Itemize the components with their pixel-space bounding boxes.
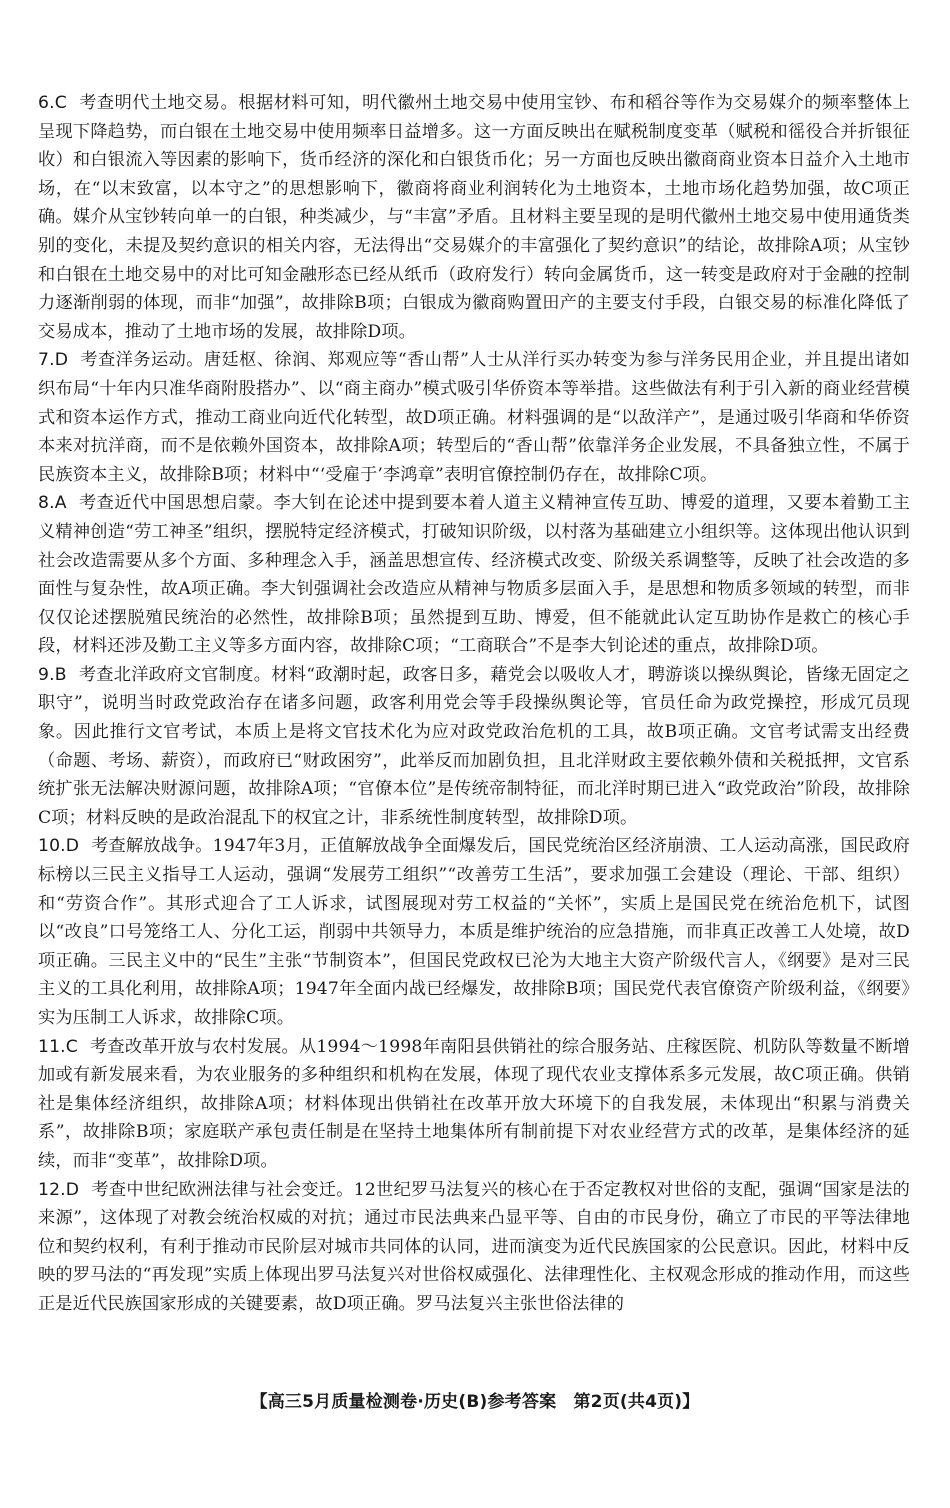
answer-letter: A: [54, 493, 67, 514]
answer-explanation: 考查改革开放与农村发展。从1994～1998年南阳县供销社的综合服务站、庄稼医院、机防队等数量不断增加或有新发展来看，为农业服务的多种组织和机构在发展，体现了现代农业支撑体系多元发展，故C项正确。供销社是集体经济组织，故排除A项；材料体现出供销社在改革开放大环境下的自我发展，未体现出“积累与消费关系”，故排除B项；家庭联产承包责任制是在坚持土地集体所有制前提下对农业经营方式的改革，是集体经济的延续，而非“变革”，故排除D项。: [38, 1036, 910, 1171]
answer-letter: D: [65, 1179, 80, 1200]
answer-item-10: [38, 832, 910, 1032]
answer-explanation: 考查解放战争。1947年3月，正值解放战争全面爆发后，国民党统治区经济崩溃、工人运动高涨，国民政府标榜以三民主义指导工人运动，强调“发展劳工组织”“改善劳工生活”，要求加强工会建设（理论、干部、组织）和“劳资合作”。其形式迎合了工人诉求，试图展现对劳工权益的“关怀”，实质上是国民党在统治危机下，试图以“改良”口号笼络工人、分化工运，削弱中共领导力，本质是维护统治的应急措施，而非真正改善工人处境，故D项正确。三民主义中的“民生”主张“节制资本”，但国民党政权已沦为大地主大资产阶级代言人，《纲要》是对三民主义的工具化利用，故排除A项；1947年全面内战已经爆发，故排除B项；国民党代表官僚资产阶级利益，《纲要》实为压制工人诉求，故排除C项。: [38, 836, 910, 1028]
answer-letter: C: [54, 93, 67, 113]
answer-explanation: 考查近代中国思想启蒙。李大钊在论述中提到要本着人道主义精神宣传互助、博爱的道理，又要本着勤工主义精神创造“劳工神圣”组织，摆脱特定经济模式，打破知识阶级，以村落为基础建立小组织等。这体现出他认识到社会改造需要从多个方面、多种理念入手，涵盖思想宣传、经济模式改变、阶级关系调整等，反映了社会改造的多面性与复杂性，故A项正确。李大钊强调社会改造应从精神与物质多层面入手，是思想和物质多领域的转型，而非仅仅论述摆脱殖民统治的必然性，故排除B项；虽然提到互助、博爱，但不能就此认定互助协作是救亡的核心手段，材料还涉及勤工主义等多方面内容，故排除C项；“工商联合”不是李大钊论述的重点，故排除D项。: [38, 493, 910, 657]
answer-number: 9.: [38, 664, 55, 685]
answer-number: 6.: [38, 93, 55, 113]
page-footer: 【高三5月质量检测卷·历史(B)参考答案 第2页(共4页)】: [250, 1392, 700, 1412]
answer-item-9: [38, 661, 910, 833]
answer-number: 11.: [38, 1036, 66, 1057]
answer-number: 10.: [38, 836, 66, 857]
answer-item-6: [38, 89, 910, 346]
answer-letter: C: [65, 1036, 78, 1057]
answer-explanation: 考查明代土地交易。根据材料可知，明代徽州土地交易中使用宝钞、布和稻谷等作为交易媒介的频率整体上呈现下降趋势，而白银在土地交易中使用频率日益增多。这一方面反映出在赋税制度变革（赋税和徭役合并折银征收）和白银流入等因素的影响下，货币经济的深化和白银货币化；另一方面也反映出徽商商业资本日益介入土地市场，在“以末致富，以本守之”的思想影响下，徽商将商业利润转化为土地资本，土地市场化趋势加强，故C项正确。媒介从宝钞转向单一的白银，种类减少，与“丰富”矛盾。且材料主要呈现的是明代徽州土地交易中使用通货类别的变化，未提及契约意识的相关内容，无法得出“交易媒介的丰富强化了契约意识”的结论，故排除A项；从宝钞和白银在土地交易中的对比可知金融形态已经从纸币（政府发行）转向金属货币，这一转变是政府对于金融的控制力逐渐削弱的体现，而非“加强”，故排除B项；白银成为徽商购置田产的主要支付手段，白银交易的标准化降低了交易成本，推动了土地市场的发展，故排除D项。: [38, 93, 910, 342]
answer-item-12: [38, 1176, 910, 1319]
answer-list: [38, 89, 910, 1319]
answer-item-8: [38, 489, 910, 661]
answer-letter: D: [54, 350, 69, 371]
answer-number: 7.: [38, 350, 55, 371]
answer-explanation: 考查北洋政府文官制度。材料“政潮时起，政客日多，藉党会以吸收人才，聘游谈以操纵舆论，皆缘无固定之职守”，说明当时政党政治存在诸多问题，政客利用党会等手段操纵舆论等，官员任命为政党操控，形成冗员现象。因此推行文官考试，本质上是将文官技术化为应对政党政治危机的工具，故B项正确。文官考试需支出经费（命题、考场、薪资），而政府已“财政困穷”，此举反而加剧负担，且北洋财政主要依赖外债和关税抵押，文官系统扩张无法解决财源问题，故排除A项；“官僚本位”是传统帝制特征，而北洋时期已进入“政党政治”阶段，故排除C项；材料反映的是政治混乱下的权宜之计，非系统性制度转型，故排除D项。: [38, 664, 910, 828]
answer-item-7: [38, 346, 910, 489]
answer-number: 12.: [38, 1179, 66, 1200]
answer-letter: D: [65, 836, 80, 857]
answer-item-11: [38, 1033, 910, 1176]
answer-explanation: 考查洋务运动。唐廷枢、徐润、郑观应等“香山帮”人士从洋行买办转变为参与洋务民用企业，并且提出诸如织布局“十年内只准华商附股搭办”、以“商主商办”模式吸引华侨资本等举措。这些做法有利于引入新的商业经营模式和资本运作方式，推动工商业向近代化转型，故D项正确。材料强调的是“以敌洋产”，是通过吸引华商和华侨资本来对抗洋商，而不是依赖外国资本，故排除A项；转型后的“香山帮”依靠洋务企业发展，不具备独立性，不属于民族资本主义，故排除B项；材料中“‘受雇于’李鸿章”表明官僚控制仍存在，故排除C项。: [38, 350, 910, 485]
answer-number: 8.: [38, 493, 55, 514]
answer-letter: B: [54, 664, 67, 685]
answer-explanation: 考查中世纪欧洲法律与社会变迁。12世纪罗马法复兴的核心在于否定教权对世俗的支配，强调“国家是法的来源”，这体现了对教会统治权威的对抗；通过市民法典来凸显平等、自由的市民身份，确立了市民的平等法律地位和契约权利，有利于推动市民阶层对城市共同体的认同，进而演变为近代民族国家的公民意识。因此，材料中反映的罗马法的“再发现”实质上体现出罗马法复兴对世俗权威强化、法律理性化、主权观念形成的推动作用，而这些正是近代民族国家形成的关键要素，故D项正确。罗马法复兴主张世俗法律的: [38, 1179, 910, 1314]
